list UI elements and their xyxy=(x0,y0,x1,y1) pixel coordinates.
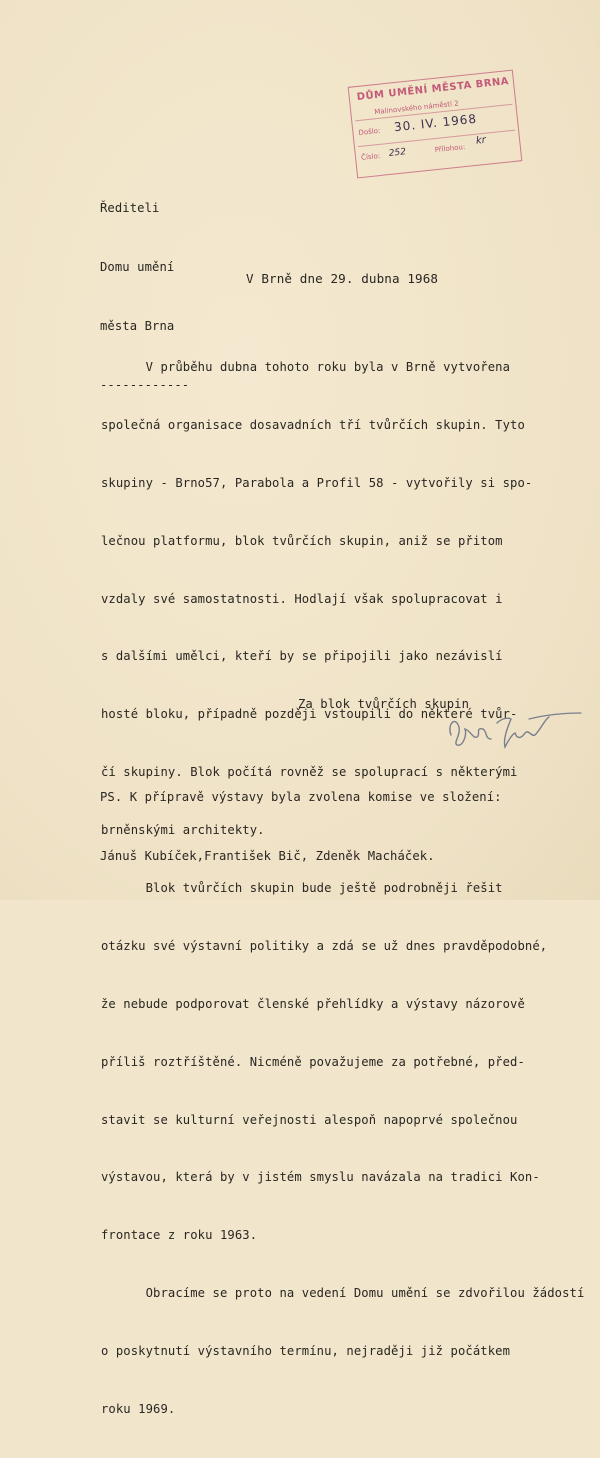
handwritten-signature xyxy=(445,705,585,755)
postscript-line: Jánuš Kubíček,František Bič, Zdeněk Macháček. xyxy=(100,849,435,863)
recipient-underline: ------------ xyxy=(100,378,190,392)
body-line: V průběhu dubna tohoto roku byla v Brně vytvořena xyxy=(101,360,511,374)
closing-line: Za blok tvůrčích skupin xyxy=(298,697,470,711)
body-line: o poskytnutí výstavního termínu, nejraději již počátkem xyxy=(101,1344,511,1359)
body-line: s dalšími umělci, kteří by se připojili jako nezávislí xyxy=(101,649,503,664)
body-line: čí skupiny. Blok počítá rovněž se spoluprací s některými xyxy=(101,765,518,780)
body-line: brněnskými architekty. xyxy=(101,823,265,838)
body-line: výstavou, která by v jistém smyslu navázala na tradici Kon- xyxy=(101,1170,540,1185)
body-line: Obracíme se proto na vedení Domu umění se zdvořilou žádostí xyxy=(101,1286,585,1301)
body-line: že nebude podporovat členské přehlídky a výstavy názorově xyxy=(101,996,525,1011)
body-line: frontace z roku 1963. xyxy=(101,1228,258,1243)
stamp-initials: kr xyxy=(475,134,487,147)
recipient-line: Domu umění xyxy=(100,260,175,274)
body-line: lečnou platformu, blok tvůrčích skupin, aniž se přitom xyxy=(101,533,503,548)
body-line: vzdaly své samostatnosti. Hodlají však spolupracovat i xyxy=(101,591,503,606)
postscript xyxy=(100,749,502,905)
body-line: Blok tvůrčích skupin bude ještě podrobněji řešit xyxy=(101,881,503,896)
stamp-date: 30. IV. 1968 xyxy=(393,111,478,135)
body-line: příliš roztříštěné. Nicméně považujeme za potřebné, před- xyxy=(101,1054,525,1069)
stamp-title: DŮM UMĚNÍ MĚSTA BRNA xyxy=(356,76,510,103)
stamp-date-label: Došlo: xyxy=(358,126,381,138)
body-line: roku 1969. xyxy=(101,1402,176,1417)
body-line: společná organisace dosavadních tří tvůrčích skupin. Tyto xyxy=(101,417,525,432)
body-line: otázku své výstavní politiky a zdá se už dnes pravděpodobné, xyxy=(101,938,548,953)
stamp-number-label: Číslo: xyxy=(360,151,381,162)
recipient-line: města Brna xyxy=(100,319,175,333)
received-stamp xyxy=(348,70,523,179)
stamp-number: 252 xyxy=(388,147,407,159)
postscript-line: PS. K přípravě výstavy byla zvolena komise ve složení: xyxy=(100,790,502,804)
stamp-attachments-label: Přílohou: xyxy=(434,142,466,155)
body-line: skupiny - Brno57, Parabola a Profil 58 - vytvořily si spo- xyxy=(101,475,533,490)
body-line: hosté bloku, případně později vstoupili do některé tvůr- xyxy=(101,707,518,722)
body-line: stavit se kulturní veřejnosti alespoň napoprvé společnou xyxy=(101,1112,518,1127)
date-line: V Brně dne 29. dubna 1968 xyxy=(246,271,439,286)
stamp-address: Malinovského náměstí 2 xyxy=(374,99,460,117)
recipient-line: Řediteli xyxy=(100,201,160,215)
